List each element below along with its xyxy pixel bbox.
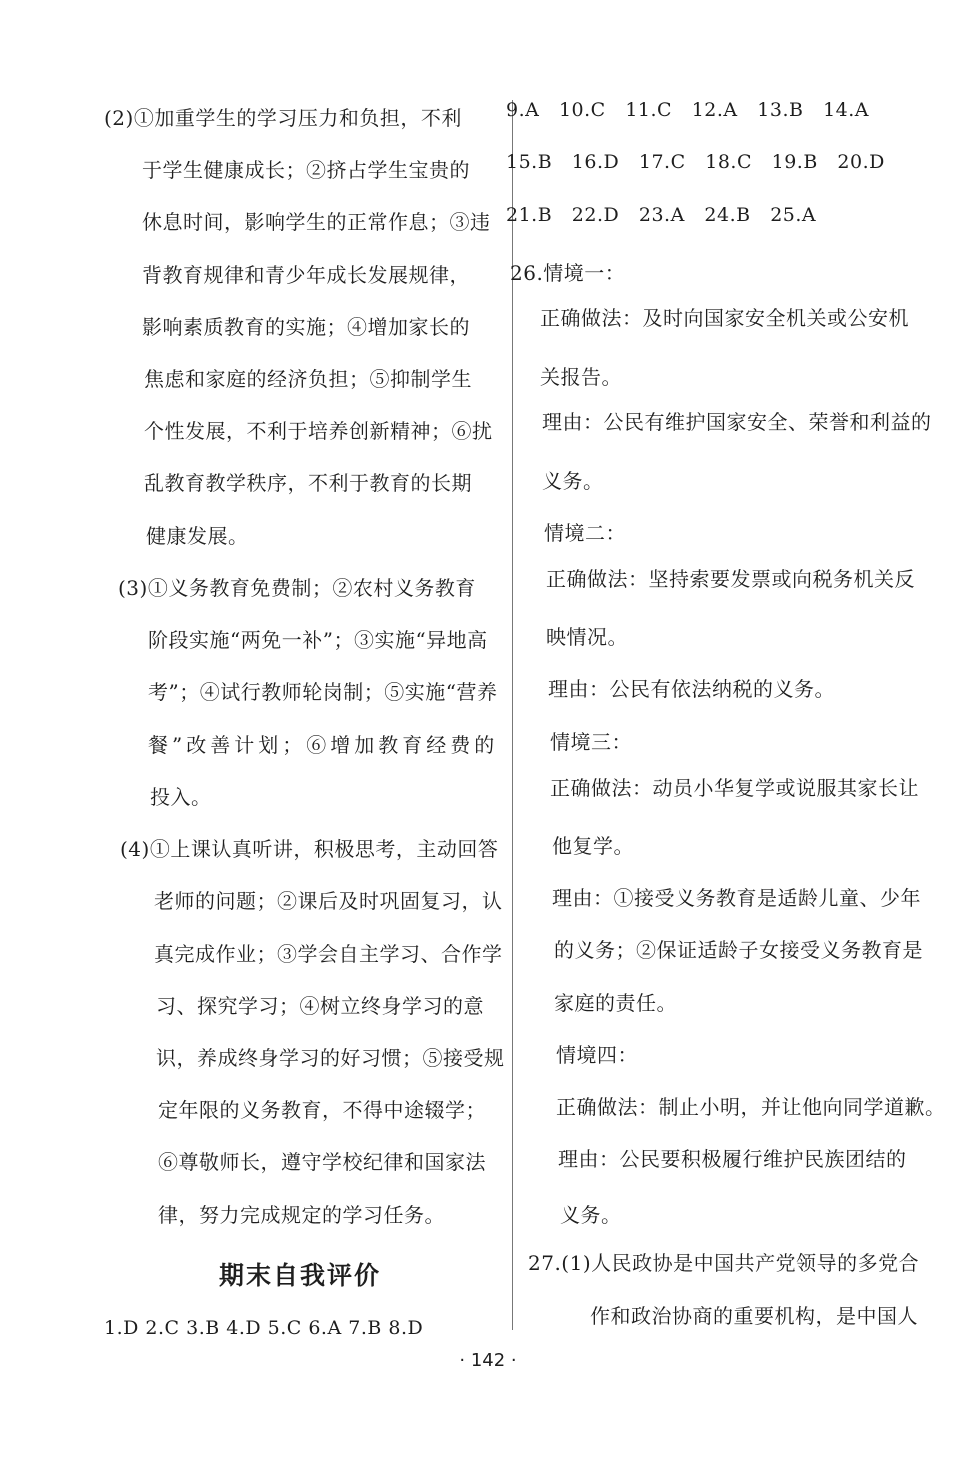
- answer-key-row: 15.B 16.D 17.C 18.C 19.B 20.D: [506, 151, 885, 173]
- text-line: 律，努力完成规定的学习任务。: [158, 1203, 445, 1227]
- text-line: 正确做法：及时向国家安全机关或公安机: [540, 306, 909, 330]
- text-line: 理由：①接受义务教育是适龄儿童、少年: [552, 886, 921, 910]
- text-line: 家庭的责任。: [554, 991, 677, 1015]
- text-line: 理由：公民要积极履行维护民族团结的: [558, 1147, 907, 1171]
- text-line: 老师的问题；②课后及时巩固复习，认: [154, 889, 503, 913]
- text-line: (2)①加重学生的学习压力和负担，不利: [104, 106, 462, 130]
- text-line: 他复学。: [552, 834, 634, 858]
- section-title: 期末自我评价: [218, 1261, 381, 1290]
- text-line: 作和政治协商的重要机构，是中国人: [590, 1304, 918, 1328]
- text-line: 正确做法：制止小明，并让他向同学道歉。: [556, 1095, 946, 1119]
- text-line: 习、探究学习；④树立终身学习的意: [156, 994, 484, 1018]
- page-number: · 142 ·: [459, 1350, 517, 1371]
- text-line: 理由：公民有维护国家安全、荣誉和利益的: [542, 410, 932, 434]
- text-line: 义务。: [560, 1203, 622, 1227]
- text-line: 定年限的义务教育，不得中途辍学；: [158, 1098, 486, 1122]
- text-line: 情境四：: [556, 1043, 638, 1067]
- text-line: 休息时间，影响学生的正常作息；③违: [142, 210, 491, 234]
- text-line: 理由：公民有依法纳税的义务。: [548, 677, 835, 701]
- text-line: 正确做法：坚持索要发票或向税务机关反: [546, 567, 915, 591]
- text-line: (4)①上课认真听讲，积极思考，主动回答: [120, 837, 499, 861]
- text-line: 真完成作业；③学会自主学习、合作学: [154, 942, 503, 966]
- text-line: 餐”改善计划；⑥增加教育经费的: [148, 733, 499, 757]
- text-line: 27.(1)人民政协是中国共产党领导的多党合: [528, 1251, 920, 1275]
- answer-key-row: 1.D 2.C 3.B 4.D 5.C 6.A 7.B 8.D: [104, 1317, 424, 1339]
- text-line: ⑥尊敬师长，遵守学校纪律和国家法: [158, 1150, 486, 1174]
- text-line: 情境二：: [544, 521, 626, 545]
- text-line: 焦虑和家庭的经济负担；⑤抑制学生: [144, 367, 472, 391]
- text-line: 映情况。: [546, 625, 628, 649]
- answer-key-row: 21.B 22.D 23.A 24.B 25.A: [506, 204, 817, 226]
- text-line: 于学生健康成长；②挤占学生宝贵的: [142, 158, 470, 182]
- answer-key-row: 9.A 10.C 11.C 12.A 13.B 14.A: [506, 99, 870, 121]
- text-line: 情境三：: [550, 730, 632, 754]
- text-line: 考”；④试行教师轮岗制；⑤实施“营养: [148, 680, 498, 704]
- text-line: 乱教育教学秩序，不利于教育的长期: [144, 471, 472, 495]
- text-line: 识，养成终身学习的好习惯；⑤接受规: [156, 1046, 505, 1070]
- text-line: 投入。: [150, 785, 212, 809]
- text-line: 背教育规律和青少年成长发展规律，: [142, 263, 470, 287]
- text-line: 义务。: [542, 469, 604, 493]
- text-line: 健康发展。: [146, 524, 249, 548]
- text-line: (3)①义务教育免费制；②农村义务教育: [118, 576, 476, 600]
- text-line: 正确做法：动员小华复学或说服其家长让: [550, 776, 919, 800]
- text-line: 阶段实施“两免一补”；③实施“异地高: [148, 628, 488, 652]
- text-line: 个性发展，不利于培养创新精神；⑥扰: [144, 419, 493, 443]
- text-line: 关报告。: [540, 365, 622, 389]
- text-line: 26.情境一：: [510, 261, 626, 285]
- text-line: 影响素质教育的实施；④增加家长的: [142, 315, 470, 339]
- text-line: 的义务；②保证适龄子女接受义务教育是: [554, 938, 923, 962]
